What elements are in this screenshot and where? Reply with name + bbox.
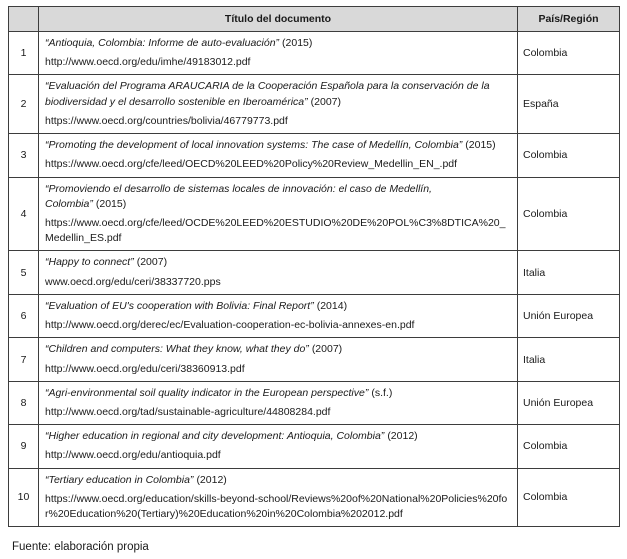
col-header-number bbox=[9, 7, 39, 32]
document-url: https://www.oecd.org/cfe/leed/OCDE%20LEED%20ESTUDIO%20DE%20POL%C3%8DTICA%20_Medellin_ES.pdf bbox=[45, 216, 506, 245]
table-row bbox=[9, 425, 620, 468]
document-cell bbox=[39, 251, 518, 294]
document-year: (2012) bbox=[387, 430, 418, 443]
document-title-line bbox=[45, 342, 511, 357]
document-title: “Antioquia, Colombia: Informe de auto-evaluación” bbox=[45, 37, 280, 49]
col-header-title: Título del documento bbox=[39, 7, 518, 32]
document-year: (2015) bbox=[465, 139, 496, 152]
table-row bbox=[9, 381, 620, 424]
region-cell: Colombia bbox=[518, 134, 620, 177]
document-year: (2007) bbox=[310, 95, 341, 108]
source-note: Fuente: elaboración propia bbox=[12, 541, 149, 554]
row-number: 7 bbox=[9, 338, 39, 381]
table-row bbox=[9, 468, 620, 527]
region-cell: Colombia bbox=[518, 425, 620, 468]
document-cell bbox=[39, 294, 518, 337]
row-number: 2 bbox=[9, 75, 39, 134]
table-row bbox=[9, 32, 620, 75]
document-url: https://www.oecd.org/education/skills-beyond-school/Reviews%20of%20National%20Policies%20for%20Education%20(Tertiary)%20Education%20in%20Colombia%202012.pdf bbox=[45, 492, 508, 521]
row-number: 10 bbox=[9, 468, 39, 527]
document-title-line bbox=[45, 255, 511, 270]
document-title-line bbox=[45, 429, 511, 444]
document-cell bbox=[39, 425, 518, 468]
document-title-line bbox=[45, 386, 511, 401]
document-url: https://www.oecd.org/cfe/leed/OECD%20LEED%20Policy%20Review_Medellin_EN_.pdf bbox=[45, 158, 458, 171]
table-row bbox=[9, 134, 620, 177]
document-url: https://www.oecd.org/countries/bolivia/46779773.pdf bbox=[45, 114, 288, 127]
document-title-line bbox=[45, 299, 511, 314]
document-title: “Happy to connect” bbox=[45, 256, 134, 269]
document-title: “Evaluation of EU's cooperation with Bolivia: Final Report” bbox=[45, 299, 314, 312]
document-title: “Evaluación del Programa ARAUCARIA de la Cooperación Española para la conservación de la biodiversidad y el desarrollo sostenible en Iberoamérica” bbox=[45, 80, 490, 108]
document-year: (2007) bbox=[136, 256, 168, 269]
region-cell: Italia bbox=[518, 338, 620, 381]
document-year: (2012) bbox=[196, 473, 227, 486]
row-number: 3 bbox=[9, 134, 39, 177]
document-year: (2015) bbox=[282, 37, 313, 49]
document-title: “Tertiary education in Colombia” bbox=[45, 473, 194, 486]
document-title: “Promoting the development of local innovation systems: The case of Medellín, Colombia” bbox=[45, 139, 463, 152]
document-title: “Agri-environmental soil quality indicator in the European perspective” bbox=[45, 386, 369, 399]
region-cell: Colombia bbox=[518, 32, 620, 75]
document-url: www.oecd.org/edu/ceri/38337720.pps bbox=[45, 275, 221, 288]
document-cell bbox=[39, 381, 518, 424]
region-cell: Colombia bbox=[518, 468, 620, 527]
row-number: 9 bbox=[9, 425, 39, 468]
table-body bbox=[9, 32, 620, 527]
region-cell: Unión Europea bbox=[518, 381, 620, 424]
table-row bbox=[9, 251, 620, 294]
header-row bbox=[9, 7, 620, 32]
document-url: http://www.oecd.org/edu/imhe/49183012.pdf bbox=[45, 56, 251, 69]
table-row bbox=[9, 75, 620, 134]
table-row bbox=[9, 294, 620, 337]
document-year: (2007) bbox=[311, 343, 343, 356]
document-title: “Children and computers: What they know, what they do” bbox=[45, 343, 309, 356]
row-number: 1 bbox=[9, 32, 39, 75]
document-url: http://www.oecd.org/derec/ec/Evaluation-cooperation-ec-bolivia-annexes-en.pdf bbox=[45, 319, 415, 332]
document-title: “Higher education in regional and city development: Antioquia, Colombia” bbox=[45, 430, 385, 443]
document-cell bbox=[39, 134, 518, 177]
document-year: (s.f.) bbox=[371, 386, 393, 399]
document-title-line bbox=[45, 79, 511, 109]
document-title-line bbox=[45, 138, 511, 153]
document-cell bbox=[39, 32, 518, 75]
document-cell bbox=[39, 338, 518, 381]
document-year: (2014) bbox=[316, 299, 348, 312]
document-cell bbox=[39, 468, 518, 527]
documents-table bbox=[8, 6, 620, 527]
row-number: 8 bbox=[9, 381, 39, 424]
document-year: (2015) bbox=[95, 197, 127, 210]
document-cell bbox=[39, 75, 518, 134]
document-url: http://www.oecd.org/edu/ceri/38360913.pdf bbox=[45, 362, 245, 375]
document-title-line bbox=[45, 473, 511, 488]
region-cell: Italia bbox=[518, 251, 620, 294]
document-title-line bbox=[45, 36, 511, 51]
document-title: “Promoviendo el desarrollo de sistemas locales de innovación: el caso de Medellín, Colombia” bbox=[45, 182, 432, 210]
document-url: http://www.oecd.org/tad/sustainable-agriculture/44808284.pdf bbox=[45, 405, 331, 418]
row-number: 6 bbox=[9, 294, 39, 337]
document-title-line bbox=[45, 182, 511, 212]
table-row bbox=[9, 338, 620, 381]
table-header bbox=[9, 7, 620, 32]
table-row bbox=[9, 177, 620, 251]
row-number: 5 bbox=[9, 251, 39, 294]
region-cell: Unión Europea bbox=[518, 294, 620, 337]
document-url: http://www.oecd.org/edu/antioquia.pdf bbox=[45, 449, 221, 462]
row-number: 4 bbox=[9, 177, 39, 251]
col-header-region: País/Región bbox=[518, 7, 620, 32]
document-cell bbox=[39, 177, 518, 251]
region-cell: España bbox=[518, 75, 620, 134]
region-cell: Colombia bbox=[518, 177, 620, 251]
